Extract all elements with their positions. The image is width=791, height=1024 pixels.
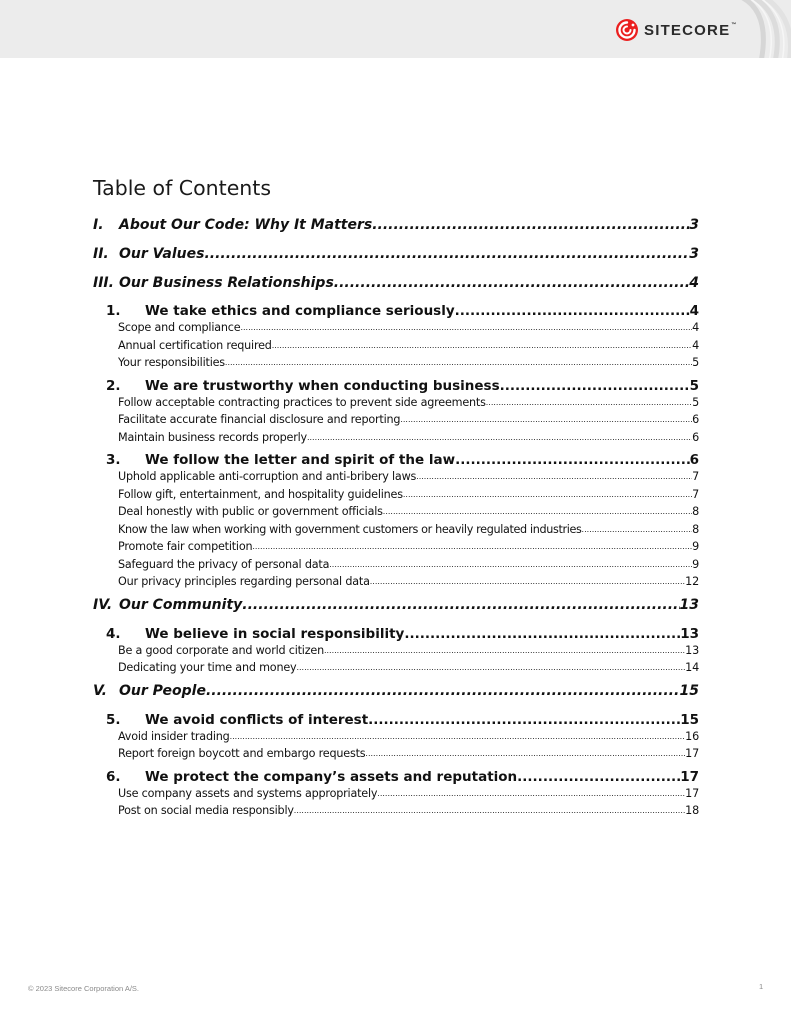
item-page: 7 (692, 487, 699, 501)
dot-leader (230, 732, 686, 741)
sitecore-logo-icon (615, 18, 639, 42)
chapter-number: 3. (106, 452, 121, 468)
copyright-notice: © 2023 Sitecore Corporation A/S. (28, 984, 140, 993)
item-page: 5 (692, 395, 699, 409)
chapter-number: 1. (106, 303, 121, 319)
section-title: Our Business Relationships (119, 274, 334, 291)
toc-item-row[interactable] (93, 642, 699, 660)
toc-section-row[interactable] (93, 210, 699, 239)
brand-name: SITECORE™ (644, 21, 738, 39)
dot-leader (225, 358, 692, 367)
toc-item-row[interactable] (93, 728, 699, 746)
toc-item-row[interactable] (93, 486, 699, 504)
toc-item-row[interactable] (93, 411, 699, 429)
dot-leader (240, 323, 692, 332)
toc-item-row[interactable] (93, 468, 699, 486)
dot-leader (334, 275, 689, 291)
item-title: Post on social media responsibly (118, 804, 294, 818)
sitecore-logo (615, 18, 737, 42)
dot-leader (307, 433, 692, 442)
item-title: Follow gift, entertainment, and hospitality guidelines (118, 487, 403, 501)
item-title: Annual certification required (118, 338, 272, 352)
dot-leader (403, 490, 692, 499)
toc-item-row[interactable] (93, 785, 699, 803)
chapter-page: 4 (689, 303, 699, 319)
chapter-number: 4. (106, 625, 121, 642)
toc-item-row[interactable] (93, 354, 699, 372)
chapter-title: We are trustworthy when conducting business (145, 377, 500, 394)
section-page: 3 (689, 216, 699, 233)
item-title: Know the law when working with government customers or heavily regulated industries (118, 522, 582, 536)
chapter-page: 13 (680, 625, 699, 642)
chapter-title: We protect the company’s assets and reputation (145, 768, 518, 785)
chapter-number: 2. (106, 377, 121, 394)
dot-leader (500, 378, 690, 394)
section-numeral: II. (93, 245, 109, 262)
dot-leader (206, 683, 680, 699)
toc-item-row[interactable] (93, 503, 699, 521)
item-title: Maintain business records properly (118, 430, 307, 444)
decorative-swirl-graphic (731, 0, 791, 58)
section-numeral: I. (93, 216, 104, 233)
item-title: Deal honestly with public or government officials (118, 505, 383, 519)
item-title: Facilitate accurate financial disclosure and reporting (118, 413, 401, 427)
dot-leader (324, 646, 685, 655)
toc-chapter-row[interactable] (93, 620, 699, 642)
chapter-title: We avoid conflicts of interest (145, 711, 369, 728)
item-page: 12 (685, 575, 699, 589)
section-numeral: III. (93, 274, 114, 291)
item-title: Promote fair competition (118, 540, 253, 554)
dot-leader (416, 472, 692, 481)
dot-leader (368, 712, 680, 728)
section-page: 3 (689, 245, 699, 262)
chapter-number: 6. (106, 768, 121, 785)
toc-item-row[interactable] (93, 802, 699, 820)
dot-leader (294, 806, 685, 815)
dot-leader (204, 246, 689, 262)
section-title: Our Community (119, 597, 243, 613)
toc-title: Table of Contents (93, 176, 272, 200)
toc-item-row[interactable] (93, 659, 699, 677)
toc-chapter-row[interactable] (93, 763, 699, 785)
toc-section-row[interactable] (93, 677, 699, 706)
dot-leader (296, 663, 685, 672)
dot-leader (329, 560, 692, 569)
item-title: Use company assets and systems appropriately (118, 786, 378, 800)
item-page: 14 (685, 661, 699, 675)
dot-leader (486, 398, 692, 407)
chapter-page: 5 (689, 377, 699, 394)
item-page: 4 (692, 338, 699, 352)
page-number: 1 (759, 982, 764, 991)
item-title: Uphold applicable anti-corruption and anti-bribery laws (118, 470, 417, 484)
item-page: 16 (685, 729, 699, 743)
toc-item-row[interactable] (93, 538, 699, 556)
dot-leader (272, 341, 692, 350)
item-title: Avoid insider trading (118, 729, 230, 743)
toc-item-row[interactable] (93, 745, 699, 763)
item-page: 6 (692, 430, 699, 444)
item-page: 6 (692, 413, 699, 427)
section-title: About Our Code: Why It Matters (119, 216, 373, 233)
toc-item-row[interactable] (93, 394, 699, 412)
item-title: Safeguard the privacy of personal data (118, 557, 330, 571)
item-page: 5 (692, 356, 699, 370)
section-page: 15 (679, 683, 699, 699)
chapter-page: 15 (680, 711, 699, 728)
chapter-title: We believe in social responsibility (145, 625, 405, 642)
dot-leader (517, 769, 680, 785)
toc-section-row[interactable] (93, 591, 699, 620)
page-header (0, 0, 791, 58)
item-title: Follow acceptable contracting practices to prevent side agreements (118, 395, 486, 409)
dot-leader (404, 626, 680, 642)
toc-chapter-row[interactable] (93, 372, 699, 394)
table-of-contents (93, 210, 699, 820)
toc-item-row[interactable] (93, 521, 699, 539)
section-numeral: V. (93, 683, 107, 699)
item-title: Your responsibilities (118, 356, 225, 370)
item-page: 8 (692, 505, 699, 519)
dot-leader (365, 749, 685, 758)
dot-leader (455, 303, 690, 319)
item-page: 17 (685, 786, 699, 800)
item-title: Our privacy principles regarding personal data (118, 575, 370, 589)
toc-item-row[interactable] (93, 429, 699, 447)
section-title: Our People (119, 683, 206, 699)
section-title: Our Values (119, 245, 205, 262)
toc-item-row[interactable] (93, 319, 699, 337)
chapter-title: We follow the letter and spirit of the law (145, 452, 456, 468)
item-title: Scope and compliance (118, 321, 241, 335)
toc-item-row[interactable] (93, 556, 699, 574)
section-numeral: IV. (93, 597, 113, 613)
chapter-page: 6 (689, 452, 699, 468)
dot-leader (400, 415, 692, 424)
section-page: 13 (679, 597, 699, 613)
dot-leader (383, 507, 692, 516)
toc-item-row[interactable] (93, 573, 699, 591)
item-page: 13 (685, 643, 699, 657)
section-page: 4 (689, 274, 699, 291)
item-page: 9 (692, 540, 699, 554)
item-page: 8 (692, 522, 699, 536)
dot-leader (455, 452, 690, 468)
item-page: 9 (692, 557, 699, 571)
item-page: 17 (685, 747, 699, 761)
item-page: 4 (692, 321, 699, 335)
toc-chapter-row[interactable] (93, 297, 699, 319)
dot-leader (372, 217, 689, 233)
dot-leader (242, 597, 679, 613)
dot-leader (370, 577, 685, 586)
toc-section-row[interactable] (93, 268, 699, 297)
dot-leader (377, 789, 685, 798)
item-page: 7 (692, 470, 699, 484)
item-page: 18 (685, 804, 699, 818)
item-title: Be a good corporate and world citizen (118, 643, 324, 657)
item-title: Report foreign boycott and embargo requests (118, 747, 366, 761)
dot-leader (252, 542, 692, 551)
chapter-page: 17 (680, 768, 699, 785)
dot-leader (582, 525, 693, 534)
toc-section-row[interactable] (93, 239, 699, 268)
toc-chapter-row[interactable] (93, 446, 699, 468)
chapter-title: We take ethics and compliance seriously (145, 303, 455, 319)
chapter-number: 5. (106, 711, 121, 728)
item-title: Dedicating your time and money (118, 661, 297, 675)
toc-item-row[interactable] (93, 337, 699, 355)
toc-chapter-row[interactable] (93, 706, 699, 728)
